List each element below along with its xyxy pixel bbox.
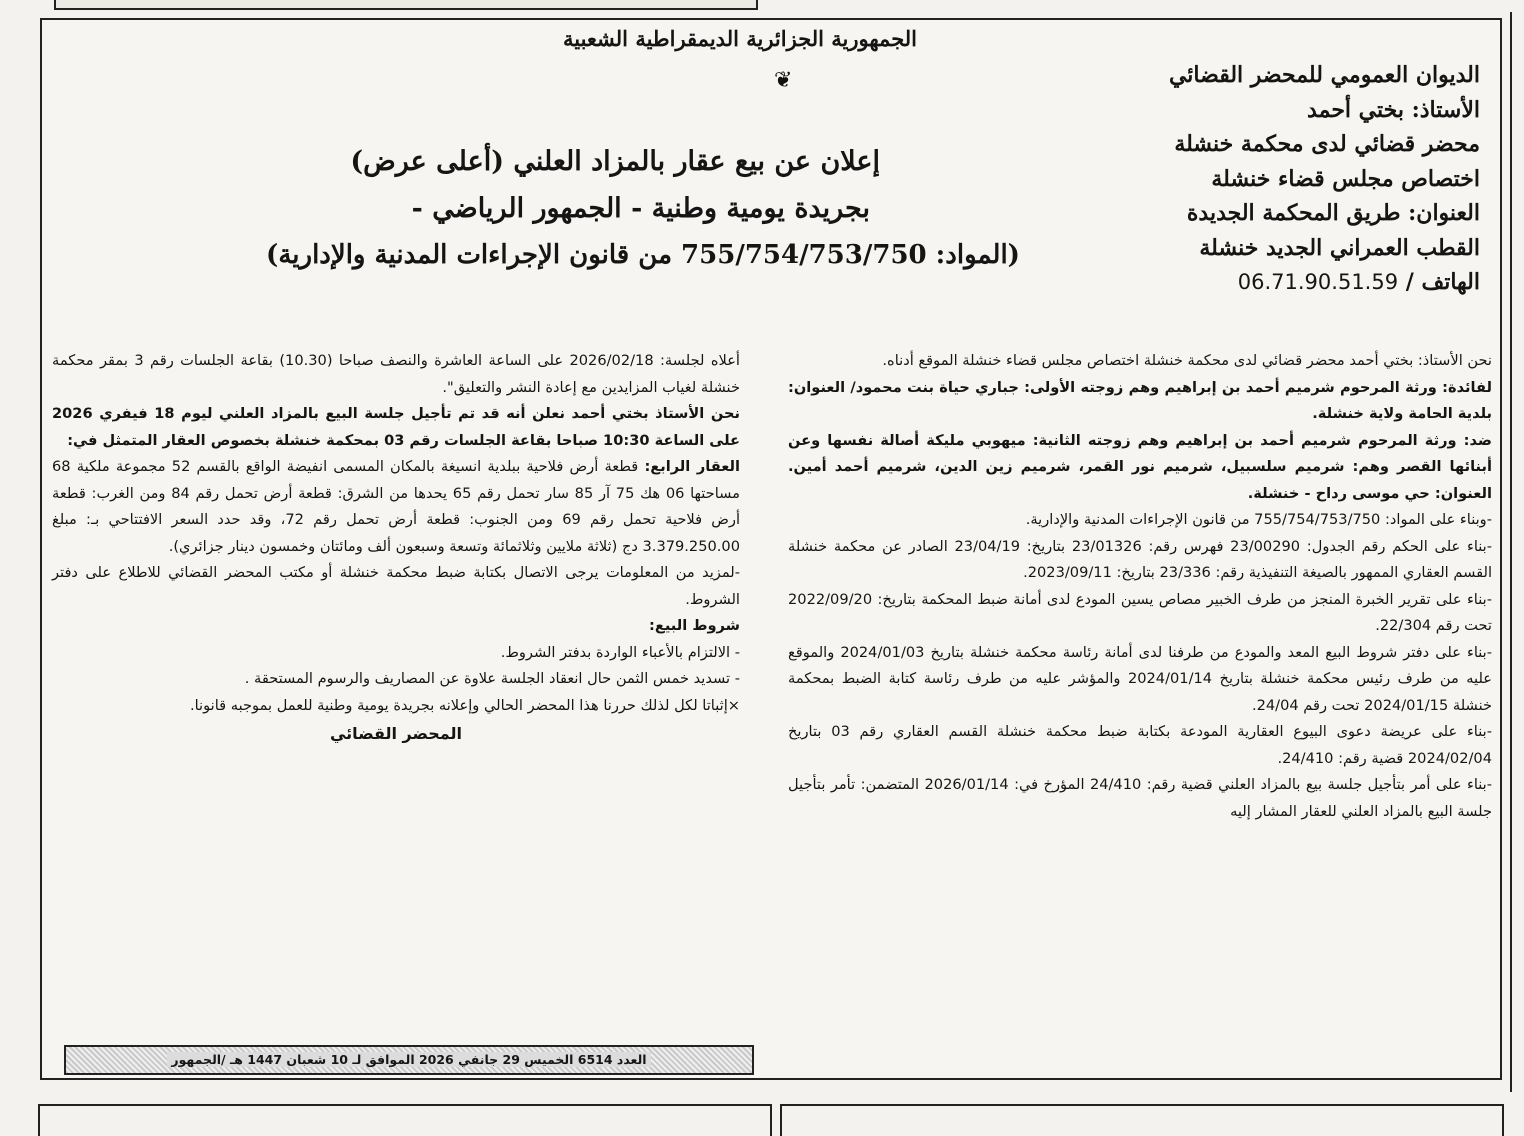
notice-title: إعلان عن بيع عقار بالمزاد العلني (أعلى عرض): [350, 146, 880, 177]
against-party-paragraph: ضد: ورثة المرحوم شرميم أحمد بن إبراهيم وهم زوجته الثانية: ميهوبي مليكة أصالة نفسها وعن أبنائها القصر وهم: شرميم سلسبيل، شرميم نور القمر، شرميم زين الدين، شرميم أحمد أمين. العنوان: حي موسى رداح - خنشلة.: [788, 431, 1492, 502]
next-notice-border-left: [38, 1104, 772, 1136]
notice-titles: [60, 138, 1020, 279]
left-text-column: [52, 348, 740, 748]
info-paragraph: -لمزيد من المعلومات يرجى الاتصال بكتابة ضبط محكمة خنشلة أو مكتب المحضر القضائي للاطلاع على دفتر الشروط.: [52, 564, 740, 608]
for-party-paragraph: لفائدة: ورثة المرحوم شرميم أحمد بن إبراهيم وهم زوجته الأولى: جباري حياة بنت محمود/ العنوان: بلدية الحامة ولاية خنشلة.: [788, 378, 1492, 422]
property-description: قطعة أرض فلاحية ببلدية انسيغة بالمكان المسمى انفيضة الواقع بالقسم 52 مجموعة ملكية 68 مساحتها 06 هك 75 آر 85 سار تحمل رقم 65 يحدها من الشرق: قطعة أرض تحمل رقم 84 ومن الغرب: قطعة أرض فلاحية تحمل رقم 69 ومن الجنوب: قطعة أرض تحمل رقم 72، وقد حدد السعر الافتتاحي بـ: مبلغ 3.379.250.00 دج (ثلاثة ملايين وثلاثمائة وتسعة وسبعون ألف ومائتان وخمسون دينار جزائري).: [52, 458, 741, 555]
republic-heading: الجمهورية الجزائرية الديمقراطية الشعبية: [562, 26, 917, 51]
basis-postponement-order: -بناء على أمر بتأجيل جلسة بيع بالمزاد العلني قضية رقم: 24/410 المؤرخ في: 2026/01/14 المتضمن: تأمر بتأجيل جلسة البيع بالمزاد العلني للعقار المشار إليه: [788, 776, 1492, 820]
office-line-court: محضر قضائي لدى محكمة خنشلة: [1174, 131, 1480, 157]
intro-paragraph: نحن الأستاذ: بختي أحمد محضر قضائي لدى محكمة خنشلة اختصاص مجلس قضاء خنشلة الموقع أدناه.: [882, 352, 1492, 369]
basis-conditions-book: -بناء على دفتر شروط البيع المعد والمودع من طرفنا لدى أمانة رئاسة محكمة خنشلة بتاريخ 2024/01/03 والموقع عليه من طرف رئيس محكمة خنشلة بتاريخ 2024/01/14 والمؤشر عليه من طرف رئاسة كتابة الضبط بمحكمة خنشلة 2024/01/15 تحت رقم 24/04.: [788, 643, 1492, 714]
office-line-address: العنوان: طريق المحكمة الجديدة: [1186, 200, 1480, 226]
proof-paragraph: ×إثباتا لكل لذلك حررنا هذا المحضر الحالي وإعلانه بجريدة يومية وطنية للعمل بموجبه قانونا.: [189, 696, 740, 714]
issue-footer: [64, 1045, 754, 1075]
office-phone: [1040, 265, 1480, 300]
postponement-announcement: نحن الأستاذ بختي أحمد نعلن أنه قد تم تأجيل جلسة البيع بالمزاد العلني ليوم 18 فيفري 2026 على الساعة 10:30 صباحا بقاعة الجلسات رقم 03 بمحكمة خنشلة بخصوص العقار المتمثل في:: [52, 405, 740, 449]
next-notice-border-right: [780, 1104, 1504, 1136]
basis-expert-report: -بناء على تقرير الخبرة المنجز من طرف الخبير مصاص يسين المودع لدى أمانة ضبط المحكمة بتاريخ: 2022/09/20 تحت رقم 22/304.: [788, 590, 1492, 634]
basis-judgment: -بناء على الحكم رقم الجدول: 23/00290 فهرس رقم: 23/01326 بتاريخ: 23/04/19 الصادر عن محكمة خنشلة القسم العقاري الممهور بالصيغة التنفيذية رقم: 23/336 بتاريخ: 2023/09/11.: [788, 537, 1492, 581]
previous-notice-border: [54, 0, 758, 10]
basis-petition: -بناء على عريضة دعوى البيوع العقارية المودعة بكتابة ضبط محكمة خنشلة القسم العقاري رقم 03 بتاريخ 2024/02/04 قضية رقم: 24/410.: [788, 723, 1492, 767]
notice-newspaper: بجريدة يومية وطنية - الجمهور الرياضي -: [411, 193, 870, 224]
phone-label: الهاتف /: [1405, 269, 1480, 295]
office-line-name: الأستاذ: بختي أحمد: [1307, 96, 1480, 123]
condition-item: - الالتزام بالأعباء الواردة بدفتر الشروط.: [500, 643, 740, 661]
condition-item: - تسديد خمس الثمن حال انعقاد الجلسة علاوة عن المصاريف والرسوم المستحقة .: [244, 670, 740, 687]
session-continuation: أعلاه لجلسة: 2026/02/18 على الساعة العاشرة والنصف صباحا (10.30) بقاعة الجلسات رقم 3 بمقر محكمة خنشلة لغياب المزايدين مع إعادة النشر والتعليق".: [52, 352, 740, 396]
basis-articles: -وبناء على المواد: 755/754/753/750 من قانون الإجراءات المدنية والإدارية.: [1025, 511, 1492, 528]
phone-number: 06.71.90.51.59: [1237, 270, 1399, 294]
conditions-title: شروط البيع:: [649, 617, 740, 634]
office-line-jurisdiction: اختصاص مجلس قضاء خنشلة: [1211, 165, 1480, 192]
property-paragraph: [52, 454, 740, 560]
bailiff-office-block: [1040, 58, 1480, 300]
notice-legal-articles: (المواد: 755/754/753/750 من قانون الإجراءات المدنية والإدارية): [266, 240, 1020, 270]
issue-footer-text: العدد 6514 الخميس 29 جانفي 2026 الموافق لـ 10 شعبان 1447 هـ /الجمهور: [167, 1052, 650, 1067]
property-label: العقار الرابع:: [644, 458, 741, 475]
signature-label: المحضر القضائي: [329, 724, 462, 743]
ornament-icon: ❦: [774, 68, 793, 93]
office-line-title: الديوان العمومي للمحضر القضائي: [1168, 62, 1480, 88]
office-line-district: القطب العمراني الجديد خنشلة: [1199, 234, 1480, 261]
adjacent-column-border: [1510, 12, 1524, 1092]
right-text-column: [788, 348, 1492, 825]
